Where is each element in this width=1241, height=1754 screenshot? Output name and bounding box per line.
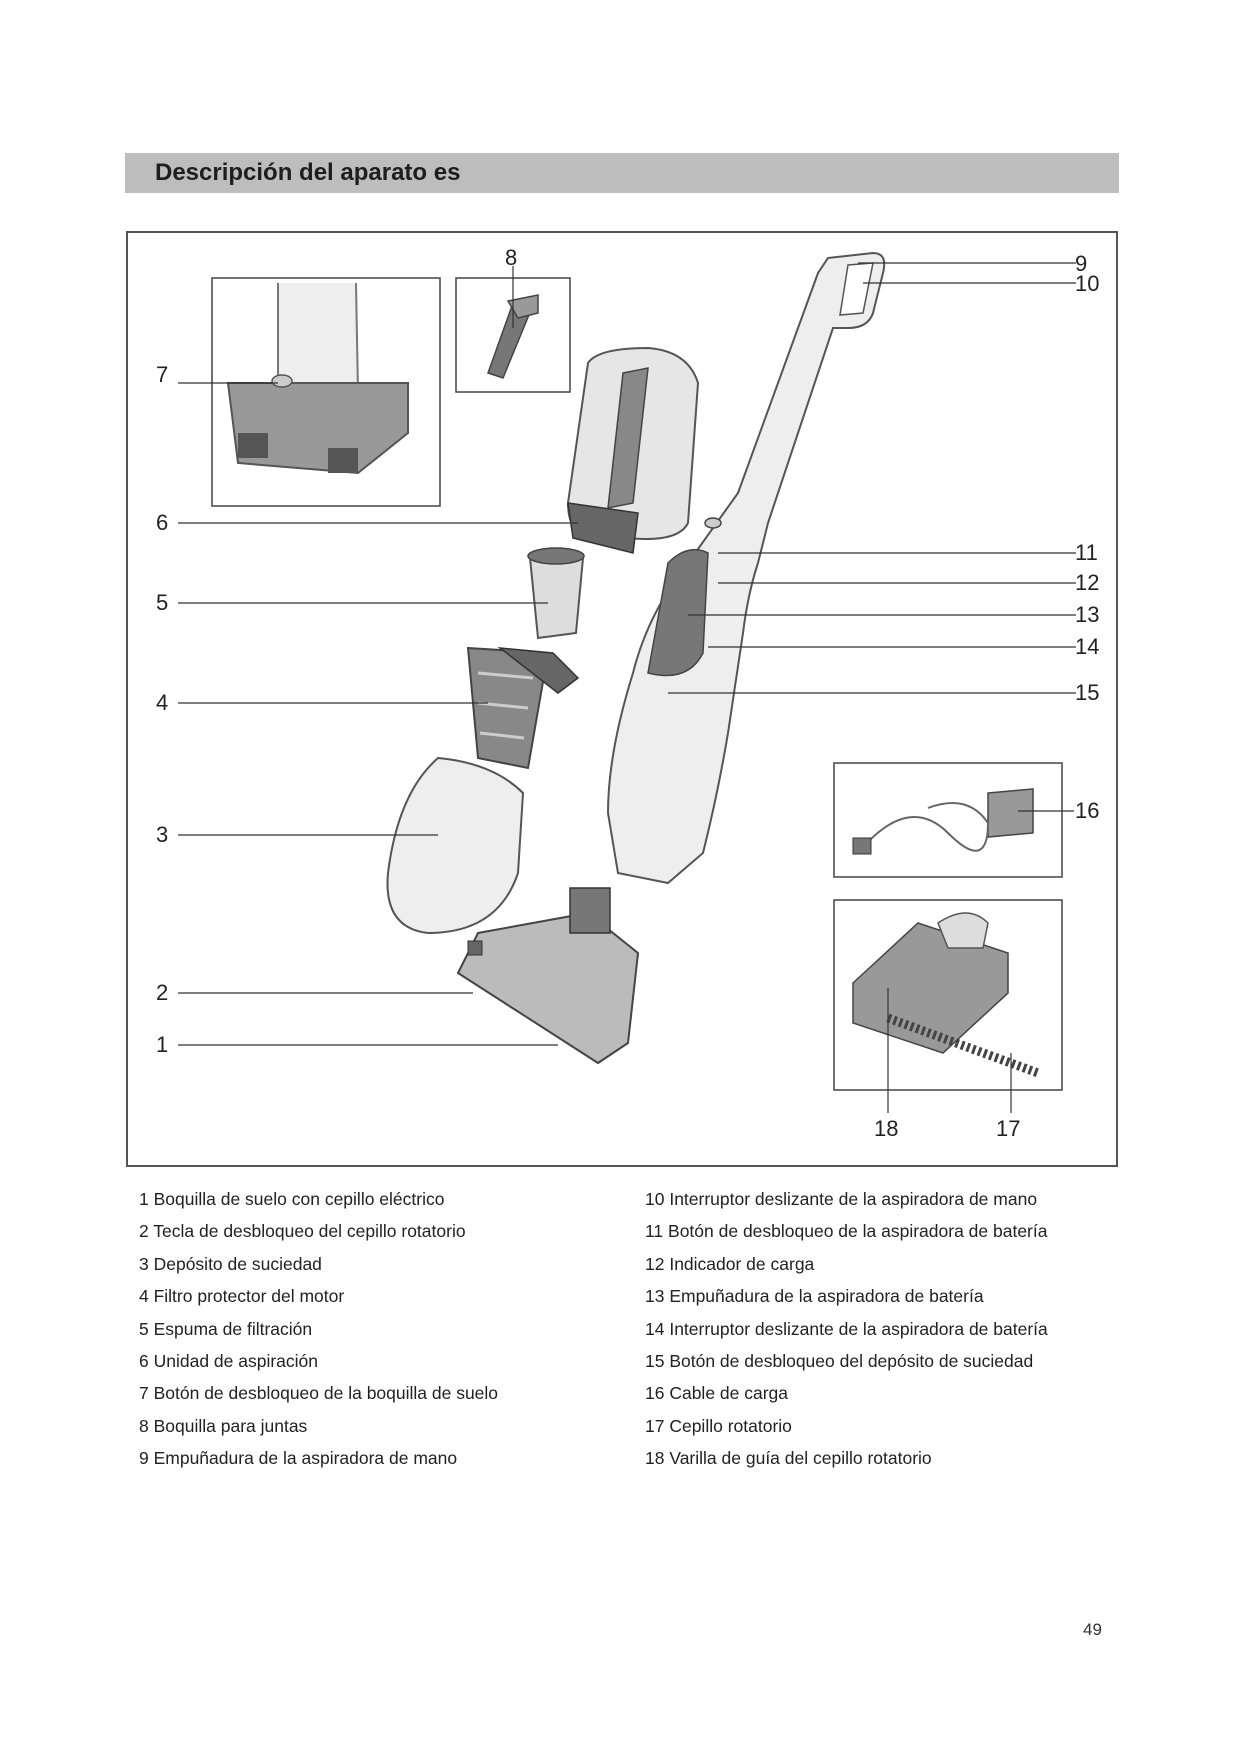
legend-item: 1 Boquilla de suelo con cepillo eléctrico [139,1189,445,1209]
callout-9: 9 [1075,251,1088,276]
callout-8: 8 [505,245,518,270]
legend-item: 3 Depósito de suciedad [139,1253,322,1274]
legend-item: 14 Interruptor deslizante de la aspiradora de batería [645,1318,1048,1339]
callout-5: 5 [156,590,169,615]
legend-left-column [139,1183,498,1475]
legend-item: 17 Cepillo rotatorio [645,1415,792,1436]
page-number: 49 [1083,1620,1102,1639]
callout-15: 15 [1075,680,1100,705]
section-title: Descripción del aparato es [155,159,461,186]
legend-item: 13 Empuñadura de la aspiradora de batería [645,1286,984,1307]
legend-right-column [645,1183,1048,1475]
callout-1: 1 [156,1032,169,1057]
callout-6: 6 [156,510,169,535]
callout-11: 11 [1075,540,1098,565]
callout-2: 2 [156,980,169,1005]
legend-item: 18 Varilla de guía del cepillo rotatorio [645,1448,932,1469]
legend-item: 7 Botón de desbloqueo de la boquilla de suelo [139,1383,499,1404]
callout-3: 3 [156,822,169,847]
legend-item: 9 Empuñadura de la aspiradora de mano [139,1448,458,1469]
legend-item: 4 Filtro protector del motor [139,1286,345,1307]
callout-13: 13 [1075,602,1100,627]
callout-18: 18 [874,1116,899,1141]
callout-7: 7 [156,362,169,387]
legend-item: 2 Tecla de desbloqueo del cepillo rotatorio [139,1221,466,1242]
callout-10: 10 [1075,271,1100,296]
callout-17: 17 [996,1116,1021,1141]
callout-16: 16 [1075,798,1100,823]
callout-14: 14 [1075,634,1100,659]
section-header-bar [125,153,1119,193]
legend-item: 16 Cable de carga [645,1383,789,1404]
legend-item: 5 Espuma de filtración [139,1318,313,1339]
device-diagram [126,231,1118,1167]
callout-4: 4 [156,690,169,715]
legend-item: 6 Unidad de aspiración [139,1351,319,1372]
legend-item: 11 Botón de desbloqueo de la aspiradora de batería [645,1221,1048,1242]
legend-item: 15 Botón de desbloqueo del depósito de suciedad [645,1351,1034,1372]
legend-item: 12 Indicador de carga [645,1253,815,1274]
legend-item: 8 Boquilla para juntas [139,1415,308,1436]
device-illustration [128,233,1120,1169]
legend-item: 10 Interruptor deslizante de la aspiradora de mano [645,1189,1038,1209]
callout-12: 12 [1075,570,1100,595]
